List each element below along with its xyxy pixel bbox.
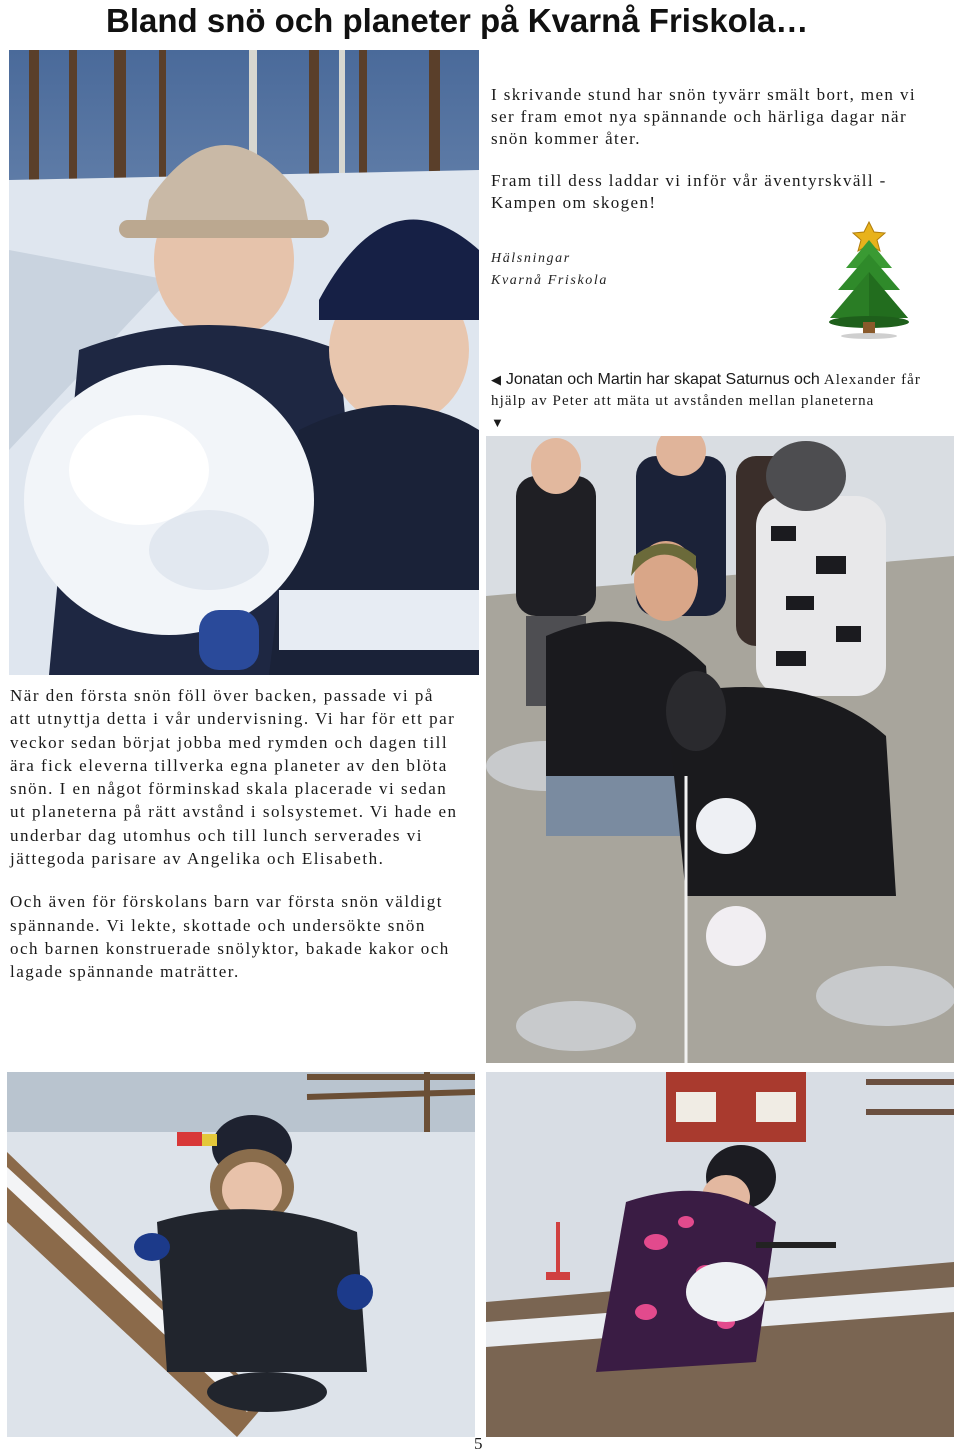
page-number: 5 bbox=[474, 1434, 483, 1453]
caption-part-2: Alexander får hjälp av Peter att mäta ut avstånden mellan planeterna bbox=[491, 372, 922, 409]
photo-measuring-distances bbox=[486, 436, 954, 1063]
photo-boys-with-snowball bbox=[9, 50, 479, 675]
intro-paragraph-1: I skrivande stund har snön tyvärr smält bort, men vi ser fram emot nya spännande och härliga dagar när snön kommer åter. bbox=[491, 85, 917, 148]
greeting bbox=[491, 248, 608, 292]
arrow-left-icon: ◀ bbox=[491, 372, 501, 387]
body-paragraph-2: Och även för förskolans barn var första snön väldigt spännande. Vi lekte, skottade och undersökte snön och barnen konstruerade snölyktor, bakade kakor och lagade spännande maträtter. bbox=[10, 892, 450, 982]
body-paragraph-1: När den första snön föll över backen, passade vi på att utnyttja detta i vår undervisning. Vi har för ett par veckor sedan börjat jobba med rymden och dagen till ära fick eleverna tillverka egna planeter av den blöta snön. I en något förminskad skala placerade vi sedan ut planeterna på rätt avstånd i solsystemet. Vi hade en underbar dag utomhus och till lunch serverades vi jättegoda parisare av Angelika och Elisabeth. bbox=[10, 686, 458, 869]
intro-text bbox=[491, 84, 941, 214]
greeting-line-1: Hälsningar bbox=[491, 251, 571, 266]
arrow-down-icon: ▼ bbox=[491, 415, 505, 430]
christmas-tree-icon bbox=[824, 218, 914, 340]
intro-paragraph-2: Fram till dess laddar vi inför vår äventyrskväll - Kampen om skogen! bbox=[491, 171, 887, 212]
photo-toddler-in-snow bbox=[7, 1072, 475, 1437]
body-text bbox=[10, 684, 458, 984]
photo-girl-in-snow bbox=[486, 1072, 954, 1437]
caption-part-1: Jonatan och Martin har skapat Saturnus och bbox=[505, 371, 820, 388]
photo-caption bbox=[491, 369, 946, 433]
page-title: Bland snö och planeter på Kvarnå Friskola… bbox=[106, 2, 809, 39]
greeting-line-2: Kvarnå Friskola bbox=[491, 273, 608, 288]
